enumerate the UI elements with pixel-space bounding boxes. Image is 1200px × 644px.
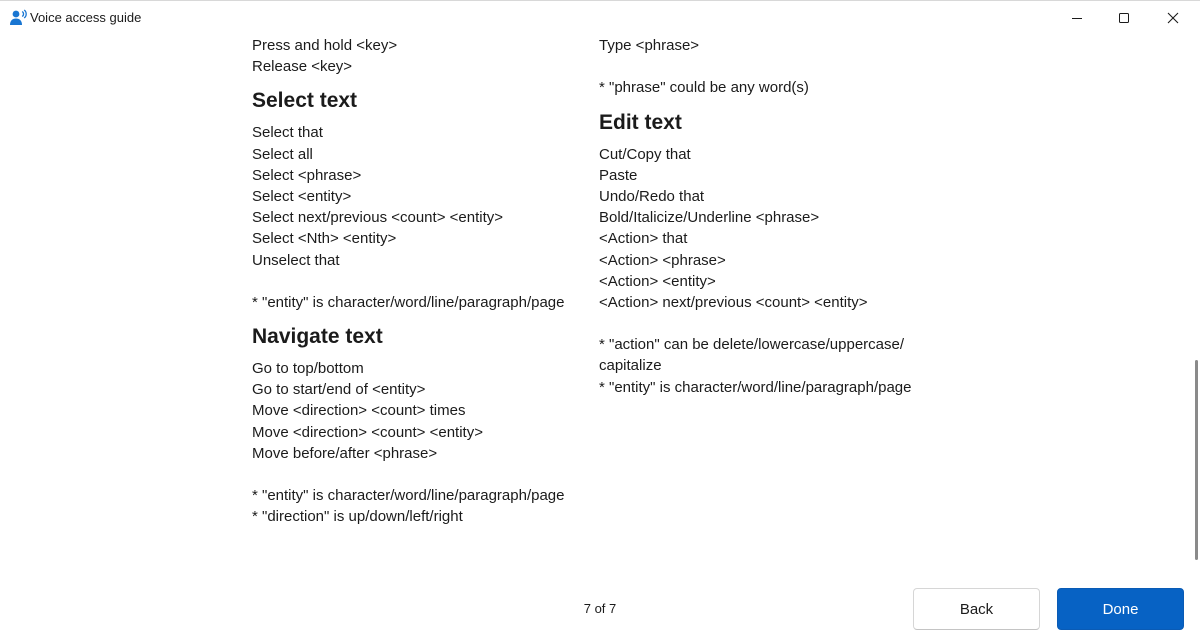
page-indicator: 7 of 7 xyxy=(583,601,617,616)
title-bar[interactable] xyxy=(0,1,1200,35)
command-line: Bold/Italicize/Underline <phrase> xyxy=(599,209,820,227)
maximize-button[interactable] xyxy=(1101,1,1147,35)
scrollbar-thumb[interactable] xyxy=(1195,360,1198,560)
note-line: * "entity" is character/word/line/paragraph/page xyxy=(252,293,565,311)
section-heading-select-text: Select text xyxy=(252,89,358,113)
command-line: Go to top/bottom xyxy=(252,360,364,378)
left-column xyxy=(252,35,567,528)
section-heading-edit-text: Edit text xyxy=(599,110,682,134)
maximize-icon xyxy=(1118,12,1130,24)
command-line: Move before/after <phrase> xyxy=(252,444,438,462)
command-line: Paste xyxy=(599,166,638,184)
window-title: Voice access guide xyxy=(30,10,142,25)
command-line: Select <phrase> xyxy=(252,166,362,184)
command-line: Select that xyxy=(252,124,323,142)
note-line: * "phrase" could be any word(s) xyxy=(599,79,809,97)
note-line: * "entity" is character/word/line/paragraph/page xyxy=(252,487,565,505)
right-column xyxy=(599,35,929,398)
minimize-icon xyxy=(1071,12,1083,24)
command-line: Move <direction> <count> <entity> xyxy=(252,423,483,441)
close-button[interactable] xyxy=(1150,1,1196,35)
note-line: capitalize xyxy=(599,357,662,375)
command-line: <Action> <phrase> xyxy=(599,251,726,269)
command-line: Release <key> xyxy=(252,58,353,76)
spacer xyxy=(599,56,929,77)
note-line: * "entity" is character/word/line/paragraph/page xyxy=(599,378,912,396)
guide-content[interactable] xyxy=(0,35,1190,565)
command-line: Select next/previous <count> <entity> xyxy=(252,209,503,227)
voice-access-icon xyxy=(9,9,27,27)
command-line: Select <Nth> <entity> xyxy=(252,230,397,248)
spacer xyxy=(252,464,567,485)
close-icon xyxy=(1167,12,1179,24)
note-line: * "direction" is up/down/left/right xyxy=(252,508,463,526)
command-line: Type <phrase> xyxy=(599,37,700,54)
command-line: Undo/Redo that xyxy=(599,187,705,205)
command-line: Cut/Copy that xyxy=(599,145,691,163)
command-line: <Action> that xyxy=(599,230,688,248)
vertical-scrollbar[interactable] xyxy=(1193,35,1200,565)
command-line: Move <direction> <count> times xyxy=(252,402,466,420)
command-line: Go to start/end of <entity> xyxy=(252,381,426,399)
command-line: Select all xyxy=(252,145,313,163)
command-line: Unselect that xyxy=(252,251,340,269)
command-line: Select <entity> xyxy=(252,187,352,205)
section-heading-navigate-text: Navigate text xyxy=(252,325,383,349)
minimize-button[interactable] xyxy=(1054,1,1100,35)
command-line: Press and hold <key> xyxy=(252,37,398,54)
back-button[interactable]: Back xyxy=(913,588,1040,630)
command-line: <Action> next/previous <count> <entity> xyxy=(599,293,868,311)
done-button[interactable]: Done xyxy=(1057,588,1184,630)
command-line: <Action> <entity> xyxy=(599,272,716,290)
spacer xyxy=(252,271,567,292)
note-line: * "action" can be delete/lowercase/uppercase/ xyxy=(599,336,905,354)
spacer xyxy=(599,313,929,334)
